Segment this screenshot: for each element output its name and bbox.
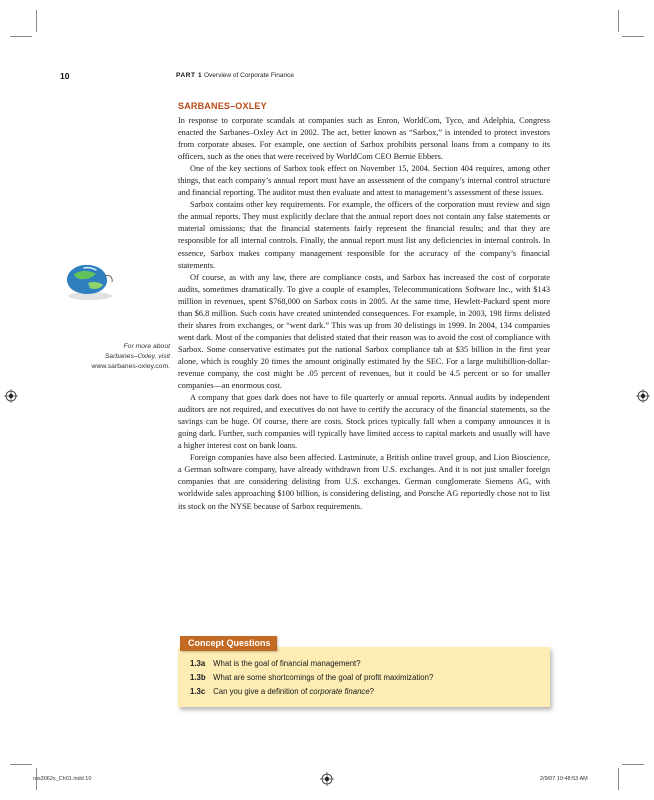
page-number: 10 (60, 71, 70, 81)
crop-mark (622, 36, 644, 37)
margin-note-text (60, 342, 170, 372)
registration-mark-icon (636, 389, 650, 403)
crop-mark (10, 36, 32, 37)
concept-question (190, 657, 540, 671)
margin-web-note (60, 262, 170, 370)
footer-file-slug: ros3062x_Ch01.indd 10 (33, 776, 92, 782)
mouse-globe-icon (60, 262, 116, 302)
question-number: 1.3c (190, 687, 206, 697)
question-number: 1.3a (190, 659, 206, 668)
footer-date-slug: 2/9/07 10:48:53 AM (540, 776, 588, 782)
question-text: Can you give a definition of (213, 687, 310, 697)
question-number: 1.3b (190, 673, 206, 683)
concept-questions-title: Concept Questions (180, 636, 277, 651)
concept-question (190, 685, 540, 699)
part-title: Overview of Corporate Finance (204, 72, 294, 79)
paragraph: A company that goes dark does not have to file quarterly or annual reports. Annual audits by independent auditors are not required, and executives do not have to certify the accuracy of the financial statements, so the savings can be huge. Of course, there are costs. Stock prices typically fall when a company announces it is going dark. Further, such companies will typically have limited access to capital markets and usually will have a higher interest cost on bank loans. (178, 393, 550, 451)
crop-mark (622, 764, 644, 765)
crop-mark (618, 768, 619, 790)
section-body (178, 115, 550, 513)
question-text: What is the goal of financial management? (213, 659, 361, 668)
crop-mark (10, 764, 32, 765)
question-text: ? (369, 687, 374, 697)
question-text: What are some shortcomings of the goal of profit maximization? (213, 673, 434, 683)
margin-note-line: For more about (123, 343, 170, 350)
crop-mark (618, 10, 619, 32)
part-label: PART 1 (176, 72, 203, 79)
registration-mark-icon (320, 772, 334, 786)
concept-question (190, 671, 540, 685)
running-header (60, 71, 550, 85)
margin-note-url[interactable]: www.sarbanes-oxley.com. (91, 363, 170, 370)
crop-mark (36, 10, 37, 32)
paragraph: One of the key sections of Sarbox took effect on November 15, 2004. Section 404 requires, among other things, that each company’s annual report must have an assessment of the company’s internal control structure and financial reporting. The auditor must then evaluate and attest to management’s assessment of these issues. (178, 164, 550, 198)
margin-note-line: Sarbanes–Oxley, visit (104, 353, 170, 360)
registration-mark-icon (4, 389, 18, 403)
paragraph: Foreign companies have also been affected. Lastminute, a British online travel group, and Lion Bioscience, a German software company, have already withdrawn from U.S. exchanges. And it is not just smaller foreign companies that are considering delisting from U.S. exchanges. German conglomerate Siemens AG, with worldwide sales approaching $100 billion, is considering delisting, and Porsche AG reportedly chose not to list its stock on the NYSE because of Sarbox requirements. (178, 453, 550, 511)
paragraph: Sarbox contains other key requirements. For example, the officers of the corporation must review and sign the annual reports. They must explicitly declare that the annual report does not contain any false statements or material omissions; that the financial statements fairly represent the financial results; and that they are responsible for all internal controls. Finally, the annual report must list any deficiencies in internal controls. In essence, Sarbox makes company management responsible for the accuracy of the company’s financial statements. (178, 200, 550, 270)
question-text-italic: corporate finance (309, 687, 370, 697)
paragraph: Of course, as with any law, there are compliance costs, and Sarbox has increased the cost of corporate audits, sometimes dramatically. To give a couple of examples, Telecommunications Software Inc., with $143 million in revenues, spent $768,000 on Sarbox costs in 2005. At the same time, Hewlett-Packard spent more than $6.8 million. Such costs have created unintended consequences. For example, in 2003, 198 firms delisted their shares from exchanges, or “went dark.” This was up from 30 delistings in 1999. In 2004, 134 companies went dark. Most of the companies that delisted stated that their reason was to avoid the cost of compliance with Sarbox. Some conservative estimates put the national Sarbox compliance tab at $35 billion in the first year alone, which is roughly 20 times the amount originally estimated by the SEC. For a large multibillion-dollar-revenue company, the cost might be .05 percent of revenues, but it could be 4.5 percent or so for smaller companies—an enormous cost. (178, 272, 550, 391)
paragraph: In response to corporate scandals at companies such as Enron, WorldCom, Tyco, and Adelphia, Congress enacted the Sarbanes–Oxley Act in 2002. The act, better known as “Sarbox,” is intended to protect investors from corporate abuses. For example, one section of Sarbox prohibits personal loans from a company to its officers, such as the ones that were received by WorldCom CEO Bernie Ebbers. (178, 116, 550, 162)
section-title: SARBANES–OXLEY (178, 101, 267, 111)
concept-questions-list (190, 657, 540, 700)
